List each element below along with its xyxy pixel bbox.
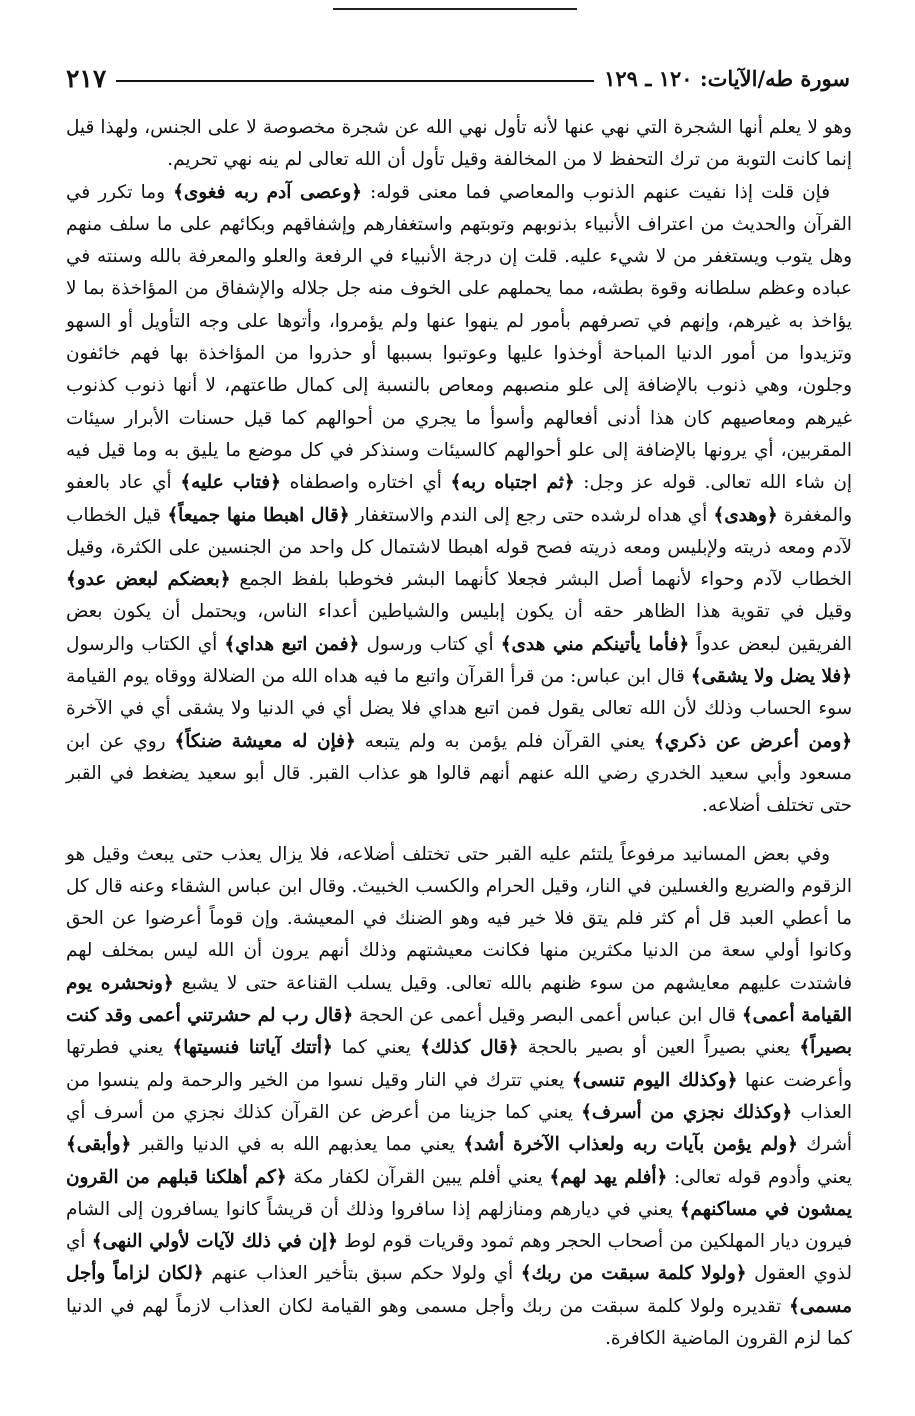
top-rule [333, 8, 577, 10]
commentary-text: أي عاد بالعفو والمغفرة [66, 472, 853, 526]
quran-verse-quote: ﴿بعضكم لبعض عدو﴾ [66, 569, 231, 591]
quran-verse-quote: ﴿وعصى آدم ربه فغوى﴾ [173, 181, 362, 203]
commentary-text: أي هداه لرشده حتى رجع إلى الندم والاستغفار [349, 504, 714, 526]
paragraph [66, 839, 852, 1356]
quran-verse-quote: ﴿فأما يأتينكم مني هدى﴾ [500, 633, 690, 655]
commentary-text: أي اختاره واصطفاه [280, 472, 451, 494]
page-number: ٢١٧ [66, 63, 107, 93]
commentary-text: أي الكتاب والرسول [66, 633, 225, 655]
commentary-text: أي ولولا حكم سبق بتأخير العذاب عنهم [203, 1263, 521, 1285]
commentary-text: وفي بعض المسانيد مرفوعاً يلتئم عليه القبر حتى تختلف أضلاعه، فلا يزال يعذب حتى يبعث وقيل هو الزقوم والضريع والغسلين في النار، وقيل الحرام والكسب الخبيث. وقال ابن عباس الشقاء وعنه قال كل ما أعطي العبد قل أم كثر فلم يتق فلا خير فيه وهو الضنك في المعيشة. وإن قوماً أعرضوا عن الحق وكانوا أولي سعة من الدنيا مكثرين منها فكانت معيشتهم وذلك أنهم يرون أن الله ليس بمخلف لهم فاشتدت عليهم معايشهم من سوء ظنهم بالله تعالى. وقيل يسلب القناعة حتى لا يشبع [66, 843, 852, 994]
commentary-text: يعني مما يعذبهم الله به في الدنيا والقبر [131, 1134, 464, 1156]
quran-verse-quote: ﴿ثم اجتباه ربه﴾ [450, 472, 575, 494]
commentary-body [66, 112, 852, 1355]
commentary-text: يعني أفلم يبين القرآن لكفار مكة [286, 1166, 550, 1188]
commentary-text: يعني كما جزينا من أعرض عن القرآن كذلك نجزي من أسرف أي أشرك [66, 1101, 852, 1156]
commentary-text: يعني في ديارهم ومنازلهم إذا سافروا وذلك أن قريشاً كانوا يسافرون إلى الشام فيرون ديار المهلكين من أصحاب الحجر وهم ثمود وقريات قوم لوط [66, 1198, 852, 1253]
commentary-text: قال ابن عباس: من قرأ القرآن واتبع ما فيه هداه الله من الضلالة ووقاه يوم القيامة سوء الحساب وذلك لأن الله تعالى يقول فمن اتبع هداي فلا يضل أي في الدنيا ولا يشقى أي في الآخرة [66, 666, 852, 720]
quran-verse-quote: ﴿فلا يضل ولا يشقى﴾ [690, 666, 852, 688]
commentary-text: يعني القرآن فلم يؤمن به ولم يتبعه [355, 730, 654, 752]
commentary-text: أي لذوي العقول [66, 1231, 853, 1285]
commentary-text: يعني بصيراً العين أو بصير بالحجة [518, 1037, 800, 1059]
quran-verse-quote: ﴿وكذلك اليوم تنسى﴾ [571, 1069, 738, 1091]
quran-verse-quote: ﴿قال كذلك﴾ [420, 1037, 519, 1059]
quran-verse-quote: ﴿أفلم يهد لهم﴾ [549, 1166, 668, 1188]
quran-verse-quote: ﴿فتاب عليه﴾ [180, 472, 281, 494]
commentary-text: تقديره ولولا كلمة سبقت من ربك وأجل مسمى وهو القيامة لكان العذاب لازماً لهم في الدنيا كما لزم القرون الماضية الكافرة. [66, 1295, 852, 1349]
quran-verse-quote: ﴿وأبقى﴾ [66, 1134, 132, 1156]
quran-verse-quote: ﴿لكان لزاماً وأجل مسمى﴾ [66, 1263, 852, 1317]
quran-verse-quote: ﴿وهدى﴾ [713, 504, 778, 526]
commentary-text: وما تكرر في القرآن والحديث من اعتراف الأنبياء بذنوبهم وتوبتهم واستغفارهم وإشفاقهم وبكائهم على ما سلف منهم وهل يتوب ويستغفر من لا شيء عليه. قلت إن درجة الأنبياء في الرفعة والعلو والمعرفة بالله وسنته في عباده وعظم سلطانه وقوة بطشه، مما يحملهم على الخوف منه جل جلاله والإشفاق من المؤاخذة بما لا يؤاخذ به غيرهم، وإنهم في تصرفهم بأمور لم ينهوا عنها ولم يؤمروا، وأتوها على وجه التأويل أو السهو وتزيدوا من أمور الدنيا المباحة أوخذوا عليها وعوتبوا بسببها أو حذروا من المؤاخذة بها فهم خائفون وجلون، وهي ذنوب بالإضافة إلى علو منصبهم ومعاص بالنسبة إلى كمال طاعتهم، لا أنها ذنوب كذنوب غيرهم ومعاصيهم كان هذا أدنى أفعالهم وأسوأ ما يجري من أحوالهم كما قيل حسنات الأبرار سيئات المقربين، أي يرونها بالإضافة إلى علو أحوالهم كالسيئات وسنذكر في كل موضع ما يليق به وما قيل فيه إن شاء الله تعالى. قوله عز وجل: [66, 181, 852, 494]
commentary-text: يعني كما [332, 1037, 421, 1059]
quran-verse-quote: ﴿ولم يؤمن بآيات ربه ولعذاب الآخرة أشد﴾ [463, 1134, 798, 1156]
commentary-text: يعني فطرتها وأعرضت عنها [66, 1037, 852, 1091]
commentary-text: وقيل في تقوية هذا الظاهر حقه أن يكون إبليس والشياطين أعداء الناس، ويحتمل أن يكون بعض الفريقين لبعض عدواً [66, 601, 853, 655]
running-header [66, 58, 850, 98]
quran-verse-quote: ﴿إن في ذلك لآيات لأولي النهى﴾ [91, 1231, 338, 1253]
commentary-text: يعني تترك في النار وقيل نسوا من الخير والرحمة ولم ينسوا من العذاب [66, 1069, 852, 1123]
commentary-text: قال ابن عباس أعمى البصر وقيل أعمى عن الحجة [353, 1005, 742, 1027]
quran-verse-quote: ﴿وكذلك نجزي من أسرف﴾ [581, 1101, 793, 1123]
quran-verse-quote: ﴿قال اهبطا منها جميعاً﴾ [167, 504, 350, 526]
paragraph [66, 177, 852, 823]
quran-verse-quote: ﴿قال رب لم حشرتني أعمى وقد كنت بصيراً﴾ [66, 1005, 852, 1059]
quran-verse-quote: ﴿ونحشره يوم القيامة أعمى﴾ [66, 972, 853, 1027]
quran-verse-quote: ﴿فمن اتبع هداي﴾ [224, 633, 360, 655]
quran-verse-quote: ﴿فإن له معيشة ضنكاً﴾ [174, 730, 356, 752]
quran-verse-quote: ﴿كم أهلكنا قبلهم من القرون يمشون في مساكنهم﴾ [66, 1166, 852, 1220]
quran-verse-quote: ﴿ومن أعرض عن ذكري﴾ [653, 730, 852, 752]
quran-verse-quote: ﴿أتتك آياتنا فنسيتها﴾ [172, 1037, 333, 1059]
commentary-text: قيل الخطاب لآدم ومعه ذريته ولإبليس ومعه ذريته فصح قوله اهبطا لاشتمال كل واحد من الجنسين على الكثرة، وقيل الخطاب لآدم وحواء لأنهما أصل البشر فجعلا كأنهما البشر فخوطبا بلفظ الجمع [66, 504, 852, 591]
paragraph [66, 112, 852, 177]
commentary-text: أي كتاب ورسول [359, 633, 501, 655]
header-rule [116, 80, 594, 82]
commentary-text: يعني وأدوم قوله تعالى: [667, 1166, 852, 1188]
surah-title: سورة طه/الآيات: ١٢٠ ـ ١٢٩ [604, 65, 850, 91]
commentary-text: روي عن ابن مسعود وأبي سعيد الخدري رضي الله عنهم أنهم قالوا هو عذاب القبر. قال أبو سعيد يضغط في القبر حتى تختلف أضلاعه. [66, 730, 852, 817]
commentary-text: فإن قلت إذا نفيت عنهم الذنوب والمعاصي فما معنى قوله: [361, 181, 831, 203]
commentary-text: وهو لا يعلم أنها الشجرة التي نهي عنها لأنه تأول نهي الله عن شجرة مخصوصة لا على الجنس، ولهذا قيل إنما كانت التوبة من ترك التحفظ لا من المخالفة وقيل تأول أن الله تعالى لم ينه نهي تحريم. [66, 117, 852, 171]
quran-verse-quote: ﴿ولولا كلمة سبقت من ربك﴾ [520, 1263, 747, 1285]
